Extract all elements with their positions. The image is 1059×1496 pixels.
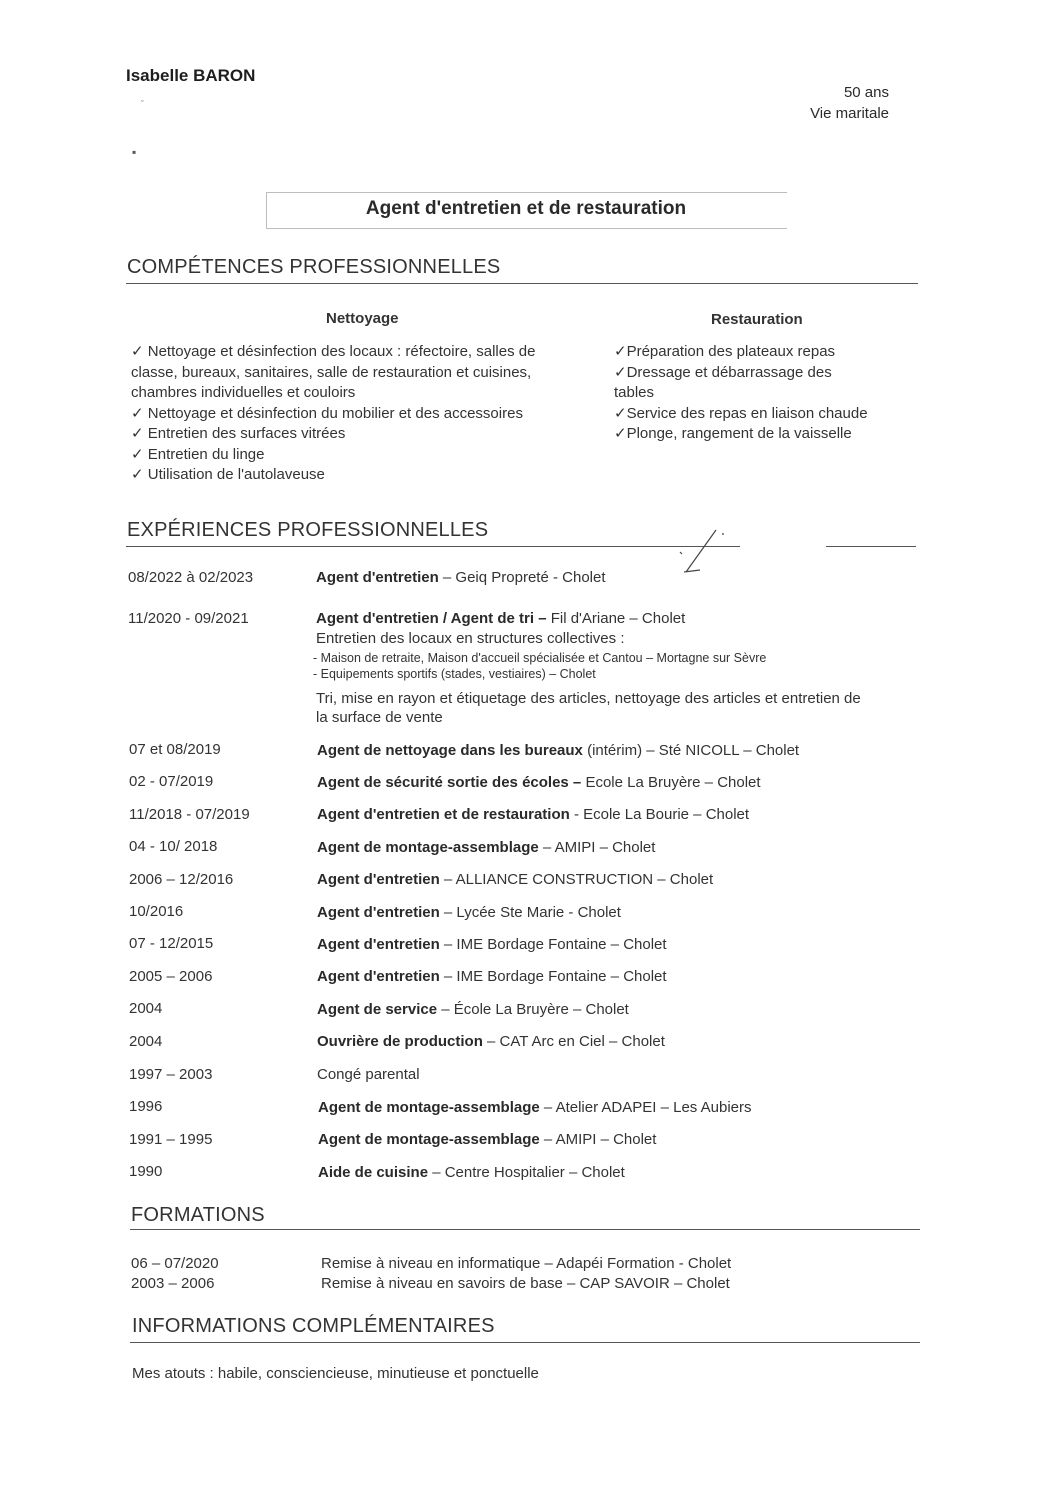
skill-line: chambres individuelles et couloirs [131,384,356,401]
strengths-text: Mes atouts : habile, consciencieuse, minutieuse et ponctuelle [132,1365,539,1382]
candidate-name: Isabelle BARON [126,66,256,85]
experience-employer: – IME Bordage Fontaine – Cholet [439,968,667,985]
experience-title: Agent d'entretien [317,904,440,921]
skill-line: tables [614,384,655,401]
experience-title: Ouvrière de production [317,1033,483,1050]
experience-employer: – Lycée Ste Marie - Cholet [439,904,621,921]
experience-entry [317,742,799,759]
experience-title: Agent de montage-assemblage [318,1099,540,1116]
column-title-nettoyage: Nettoyage [326,310,399,327]
experience-date: 02 - 07/2019 [129,773,214,790]
experience-employer: - Ecole La Bourie – Cholet [569,806,750,823]
experience-title: Agent d'entretien [317,936,440,953]
skill-line: classe, bureaux, sanitaires, salle de restauration et cuisines, [131,363,532,381]
experience-employer: – ALLIANCE CONSTRUCTION – Cholet [439,871,714,888]
experience-detail: Entretien des locaux en structures collectives : [316,630,625,647]
experience-date: 1997 – 2003 [129,1066,213,1083]
experience-title: Agent d'entretien [317,968,440,985]
experience-title: Agent de service [317,1001,438,1018]
formation-text: Remise à niveau en informatique – Adapéi Formation - Cholet [321,1255,732,1272]
experience-employer: – AMIPI – Cholet [538,839,656,856]
section-divider [126,546,740,547]
experience-title: Agent d'entretien et de restauration [317,806,570,823]
experience-entry [318,1131,656,1148]
skill-line: ✓Plonge, rangement de la vaisselle [614,425,852,442]
section-heading-formations: FORMATIONS [131,1204,265,1226]
skill-line: ✓ Nettoyage et désinfection du mobilier et des accessoires [131,404,523,422]
experience-entry [317,1001,629,1018]
experience-entry [317,936,667,953]
skill-line: ✓Préparation des plateaux repas [614,343,836,360]
formation-text: Remise à niveau en savoirs de base – CAP SAVOIR – Cholet [321,1275,730,1292]
experience-date: 11/2020 - 09/2021 [128,610,249,627]
experience-title: Agent d'entretien [317,871,440,888]
experience-entry [317,774,761,791]
pen-scribble [676,522,736,578]
formation-date: 2003 – 2006 [131,1275,215,1292]
experience-title: Agent de sécurité sortie des écoles – [317,774,582,791]
column-title-restauration: Restauration [711,311,803,328]
experience-entry [316,569,606,586]
section-heading-informations: INFORMATIONS COMPLÉMENTAIRES [132,1315,495,1337]
experience-employer: Congé parental [317,1066,420,1083]
experience-entry [317,806,749,823]
experience-employer: (intérim) – Sté NICOLL – Cholet [582,742,800,759]
age: 50 ans [843,84,889,101]
experience-date: 08/2022 à 02/2023 [128,569,254,586]
job-title: Agent d'entretien et de restauration [365,198,687,219]
experience-employer: Fil d'Ariane – Cholet [546,610,686,627]
experience-entry [316,610,685,627]
experience-date: 2006 – 12/2016 [129,871,234,888]
section-divider [826,546,916,547]
experience-date: 1991 – 1995 [129,1131,213,1148]
experience-date: 04 - 10/ 2018 [129,838,218,855]
section-divider [130,1342,920,1343]
scan-speck: ▪ [132,145,137,159]
skill-line: ✓ Entretien du linge [131,445,265,463]
experience-date: 07 - 12/2015 [129,935,214,952]
marital-status: Vie maritale [810,105,889,122]
experience-entry [317,1066,420,1083]
section-heading-experiences: EXPÉRIENCES PROFESSIONNELLES [127,519,489,541]
experience-date: 2004 [129,1033,163,1050]
skill-line: ✓ Entretien des surfaces vitrées [131,425,346,442]
experience-entry [317,839,655,856]
experience-date: 10/2016 [129,903,184,920]
experience-employer: – IME Bordage Fontaine – Cholet [439,936,667,953]
experience-employer: – CAT Arc en Ciel – Cholet [482,1033,665,1050]
experience-employer: Ecole La Bruyère – Cholet [581,774,761,791]
experience-title: Agent d'entretien / Agent de tri – [316,610,547,627]
section-divider [126,283,918,284]
experience-employer: – AMIPI – Cholet [539,1131,657,1148]
skill-line: ✓Service des repas en liaison chaude [614,404,868,422]
experience-entry [317,871,713,888]
skills-list-restauration [614,342,914,445]
experience-entry [317,904,621,921]
experience-title: Agent de nettoyage dans les bureaux [317,742,583,759]
experience-entry [318,1164,625,1181]
experience-detail: - Equipements sportifs (stades, vestiaires) – Cholet [313,667,596,681]
experience-employer: – École La Bruyère – Cholet [437,1001,629,1018]
experience-date: 1996 [129,1098,163,1115]
experience-detail: - Maison de retraite, Maison d'accueil spécialisée et Cantou – Mortagne sur Sèvre [313,651,767,665]
experience-entry [317,1033,665,1050]
experience-title: Agent de montage-assemblage [317,839,539,856]
section-divider [130,1229,920,1230]
skill-line: ✓ Utilisation de l'autolaveuse [131,466,325,483]
experience-title: Aide de cuisine [318,1164,429,1181]
personal-info [810,82,889,124]
experience-entry [317,968,667,985]
experience-date: 1990 [129,1163,163,1180]
skills-list-nettoyage [131,342,607,486]
skill-line: ✓Dressage et débarrassage des [614,363,832,381]
experience-employer: – Geiq Propreté - Cholet [438,569,606,586]
experience-title: Agent d'entretien [316,569,439,586]
experience-entry [318,1099,752,1116]
formation-date: 06 – 07/2020 [131,1255,219,1272]
skill-line: ✓ Nettoyage et désinfection des locaux : réfectoire, salles de [131,343,536,360]
experience-detail: la surface de vente [316,709,443,726]
experience-date: 2005 – 2006 [129,968,213,985]
experience-employer: – Centre Hospitalier – Cholet [428,1164,625,1181]
section-heading-competences: COMPÉTENCES PROFESSIONNELLES [127,256,501,278]
experience-employer: – Atelier ADAPEI – Les Aubiers [539,1099,752,1116]
scan-speck: ˘ [141,99,144,109]
experience-title: Agent de montage-assemblage [318,1131,540,1148]
experience-date: 2004 [129,1000,163,1017]
experience-detail: Tri, mise en rayon et étiquetage des articles, nettoyage des articles et entretien de [316,690,861,707]
experience-date: 11/2018 - 07/2019 [129,806,250,823]
experience-date: 07 et 08/2019 [129,741,221,758]
